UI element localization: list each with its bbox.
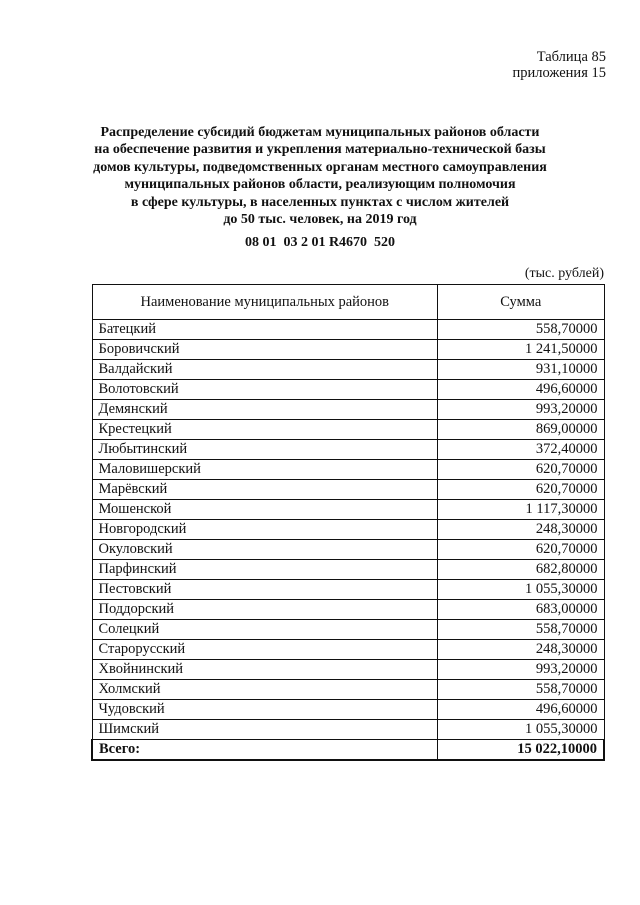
district-sum: 1 055,30000 [438,720,605,740]
district-name: Мошенской [92,500,438,520]
district-sum: 248,30000 [438,640,605,660]
district-name: Солецкий [92,620,438,640]
table-row [92,340,604,360]
table-row [92,320,604,340]
district-name: Маловишерский [92,460,438,480]
column-header-name: Наименование муниципальных районов [92,285,438,320]
district-sum: 372,40000 [438,440,605,460]
table-row [92,520,604,540]
district-sum: 496,60000 [438,700,605,720]
table-row [92,420,604,440]
table-row [92,700,604,720]
table-row [92,360,604,380]
district-sum: 1 055,30000 [438,580,605,600]
table-row [92,380,604,400]
district-name: Марёвский [92,480,438,500]
district-name: Пестовский [92,580,438,600]
table-row [92,560,604,580]
district-sum: 558,70000 [438,620,605,640]
district-name: Поддорский [92,600,438,620]
district-name: Окуловский [92,540,438,560]
district-name: Батецкий [92,320,438,340]
district-name: Шимский [92,720,438,740]
table-row [92,600,604,620]
district-name: Старорусский [92,640,438,660]
district-sum: 558,70000 [438,680,605,700]
district-sum: 620,70000 [438,460,605,480]
district-sum: 682,80000 [438,560,605,580]
table-row [92,660,604,680]
district-sum: 558,70000 [438,320,605,340]
table-row [92,720,604,740]
district-sum: 869,00000 [438,420,605,440]
district-sum: 993,20000 [438,400,605,420]
table-body [92,320,604,761]
district-name: Хвойнинский [92,660,438,680]
district-name: Боровичский [92,340,438,360]
table-header-row [92,285,604,320]
district-name: Чудовский [92,700,438,720]
district-sum: 1 117,30000 [438,500,605,520]
district-name: Валдайский [92,360,438,380]
title-line: на обеспечение развития и укрепления материально-технической базы [94,142,546,158]
table-row [92,400,604,420]
district-name: Волотовский [92,380,438,400]
district-sum: 683,00000 [438,600,605,620]
appendix-number: приложения 15 [512,65,606,81]
document-title [60,124,580,228]
total-row [92,740,604,761]
district-sum: 620,70000 [438,540,605,560]
district-name: Парфинский [92,560,438,580]
table-row [92,500,604,520]
table-row [92,440,604,460]
title-line: муниципальных районов области, реализующим полномочия [124,177,516,193]
title-line: до 50 тыс. человек, на 2019 год [223,212,417,228]
district-sum: 993,20000 [438,660,605,680]
district-name: Холмский [92,680,438,700]
unit-label: (тыс. рублей) [524,266,604,281]
district-sum: 248,30000 [438,520,605,540]
district-name: Демянский [92,400,438,420]
table-row [92,680,604,700]
subsidy-table [91,284,605,761]
table-row [92,580,604,600]
total-label: Всего: [92,740,438,761]
total-sum: 15 022,10000 [438,740,605,761]
table-row [92,640,604,660]
district-sum: 620,70000 [438,480,605,500]
title-line: в сфере культуры, в населенных пунктах с числом жителей [130,194,510,210]
table-reference [513,49,606,81]
budget-code: 08 01 03 2 01 R4670 520 [244,235,396,250]
title-line: Распределение субсидий бюджетам муниципальных районов области [100,125,540,140]
table-row [92,620,604,640]
district-name: Новгородский [92,520,438,540]
district-name: Любытинский [92,440,438,460]
district-sum: 931,10000 [438,360,605,380]
district-name: Крестецкий [92,420,438,440]
table-row [92,540,604,560]
column-header-sum: Сумма [438,285,605,320]
table-row [92,460,604,480]
title-line: домов культуры, подведомственных органам местного самоуправления [93,159,547,175]
district-sum: 496,60000 [438,380,605,400]
district-sum: 1 241,50000 [438,340,605,360]
table-number: Таблица 85 [536,49,606,65]
table-row [92,480,604,500]
